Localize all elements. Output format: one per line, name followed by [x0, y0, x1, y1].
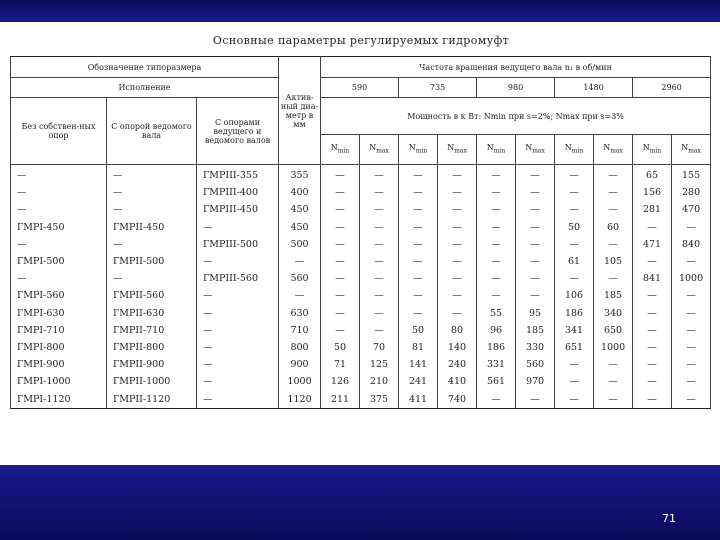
table-body [11, 165, 711, 409]
table-cell: — [672, 322, 711, 339]
table-row [11, 322, 711, 339]
table-cell: — [11, 165, 107, 185]
table-cell: 60 [594, 219, 633, 236]
table-cell: 375 [360, 390, 399, 408]
table-row [11, 356, 711, 373]
header-nmax: $N_{max}$ [360, 135, 399, 165]
table-cell: 185 [594, 287, 633, 304]
table-cell: — [555, 373, 594, 390]
table-cell: — [516, 287, 555, 304]
table-cell: — [516, 165, 555, 185]
table-cell: — [197, 287, 279, 304]
table-cell: — [321, 201, 360, 218]
table-cell: — [477, 165, 516, 185]
slide-bottom-band [0, 465, 720, 540]
table-cell: ГМРI-1120 [11, 390, 107, 408]
table-row [11, 165, 711, 185]
table-cell: — [477, 201, 516, 218]
table-cell: — [477, 390, 516, 408]
header-nmin: $N_{min}$ [555, 135, 594, 165]
table-cell: — [516, 253, 555, 270]
table-cell: — [516, 236, 555, 253]
table-cell: — [107, 165, 197, 185]
table-cell: 841 [633, 270, 672, 287]
table-cell: — [555, 236, 594, 253]
table-cell: 500 [279, 236, 321, 253]
table-cell: 450 [279, 201, 321, 218]
table-cell: 1000 [594, 339, 633, 356]
table-cell: 411 [399, 390, 438, 408]
header-speed-735: 735 [399, 78, 477, 98]
table-cell: 281 [633, 201, 672, 218]
table-row [11, 373, 711, 390]
table-cell: — [11, 236, 107, 253]
header-speed-980: 980 [477, 78, 555, 98]
table-cell: — [321, 287, 360, 304]
table-cell: — [555, 390, 594, 408]
table-cell: — [360, 165, 399, 185]
table-cell: ГМРI-1000 [11, 373, 107, 390]
table-cell: — [672, 373, 711, 390]
table-title: Основные параметры регулируемых гидромуфт [212, 34, 510, 47]
table-cell: — [197, 356, 279, 373]
table-cell: 156 [633, 184, 672, 201]
table-cell: 186 [477, 339, 516, 356]
table-cell: — [555, 270, 594, 287]
table-cell: ГМРII-450 [107, 219, 197, 236]
table-cell: — [321, 165, 360, 185]
table-cell: — [477, 253, 516, 270]
table-cell: 280 [672, 184, 711, 201]
table-cell: 80 [438, 322, 477, 339]
table-cell: 470 [672, 201, 711, 218]
table-cell: — [279, 253, 321, 270]
table-cell: — [594, 184, 633, 201]
table-row [11, 253, 711, 270]
header-speed-1480: 1480 [555, 78, 633, 98]
table-cell: 81 [399, 339, 438, 356]
table-cell: 410 [438, 373, 477, 390]
header-both-supports: С опорами ведущего и ведомого валов [197, 98, 279, 165]
table-cell: — [555, 356, 594, 373]
table-row [11, 236, 711, 253]
table-cell: 900 [279, 356, 321, 373]
table-cell: 651 [555, 339, 594, 356]
table-row [11, 270, 711, 287]
table-cell: 1000 [672, 270, 711, 287]
table-cell: — [594, 390, 633, 408]
table-cell: — [438, 236, 477, 253]
table-cell: 241 [399, 373, 438, 390]
table-cell: ГМРII-630 [107, 305, 197, 322]
table-cell: — [633, 339, 672, 356]
table-cell: — [399, 219, 438, 236]
table-cell: 800 [279, 339, 321, 356]
table-cell: 450 [279, 219, 321, 236]
table-cell: — [594, 165, 633, 185]
table-cell: — [594, 201, 633, 218]
table-cell: — [399, 201, 438, 218]
table-cell: — [399, 236, 438, 253]
table-cell: — [477, 287, 516, 304]
table-cell: — [360, 305, 399, 322]
table-row [11, 390, 711, 408]
table-cell: 186 [555, 305, 594, 322]
table-cell: — [477, 236, 516, 253]
header-designation: Обозначение типоразмера [11, 57, 279, 78]
table-cell: — [672, 356, 711, 373]
table-cell: — [321, 219, 360, 236]
table-cell: — [594, 373, 633, 390]
table-cell: — [360, 184, 399, 201]
table-cell: 340 [594, 305, 633, 322]
table-cell: 50 [399, 322, 438, 339]
table-cell: ГМРII-710 [107, 322, 197, 339]
table-cell: — [672, 253, 711, 270]
table-cell: — [594, 356, 633, 373]
table-cell: — [197, 219, 279, 236]
table-cell: — [516, 219, 555, 236]
header-driven-support: С опорой ведомого вала [107, 98, 197, 165]
table-cell: ГМРIII-450 [197, 201, 279, 218]
table-cell: — [11, 201, 107, 218]
table-row [11, 339, 711, 356]
table-cell: 331 [477, 356, 516, 373]
table-cell: 71 [321, 356, 360, 373]
table-cell: 970 [516, 373, 555, 390]
table-cell: — [321, 322, 360, 339]
table-cell: 400 [279, 184, 321, 201]
table-cell: ГМРI-500 [11, 253, 107, 270]
table-cell: — [321, 253, 360, 270]
table-cell: 840 [672, 236, 711, 253]
table-cell: ГМРI-450 [11, 219, 107, 236]
table-cell: — [438, 184, 477, 201]
table-cell: 1120 [279, 390, 321, 408]
table-cell: ГМРII-900 [107, 356, 197, 373]
table-cell: — [438, 201, 477, 218]
table-cell: — [633, 305, 672, 322]
parameters-table [10, 56, 711, 409]
table-cell: — [321, 184, 360, 201]
table-cell: 330 [516, 339, 555, 356]
table-cell: — [633, 287, 672, 304]
table-cell: 341 [555, 322, 594, 339]
table-cell: ГМРIII-500 [197, 236, 279, 253]
table-cell: — [107, 270, 197, 287]
header-speed-2960: 2960 [633, 78, 711, 98]
table-cell: — [516, 184, 555, 201]
table-cell: ГМРII-1000 [107, 373, 197, 390]
table-cell: — [360, 287, 399, 304]
table-cell: — [672, 287, 711, 304]
table-cell: 240 [438, 356, 477, 373]
table-cell: — [477, 184, 516, 201]
table-cell: — [197, 305, 279, 322]
header-diameter: Актив-ный диа-метр в мм [279, 57, 321, 165]
table-cell: — [11, 184, 107, 201]
table-cell: 155 [672, 165, 711, 185]
header-nmax: $N_{max}$ [438, 135, 477, 165]
table-row [11, 184, 711, 201]
header-nmin: $N_{min}$ [477, 135, 516, 165]
table-cell: — [672, 390, 711, 408]
table-cell: — [672, 305, 711, 322]
table-cell: ГМРII-560 [107, 287, 197, 304]
table-cell: 471 [633, 236, 672, 253]
table-cell: ГМРI-710 [11, 322, 107, 339]
table-cell: — [321, 236, 360, 253]
table-cell: ГМРII-800 [107, 339, 197, 356]
table-cell: 141 [399, 356, 438, 373]
table-cell: 106 [555, 287, 594, 304]
table-cell: — [321, 270, 360, 287]
header-nmax: $N_{max}$ [516, 135, 555, 165]
table-cell: — [279, 287, 321, 304]
table-cell: — [360, 236, 399, 253]
table-cell: 65 [633, 165, 672, 185]
table-cell: — [516, 390, 555, 408]
header-power: Мощность в к Вт: Nmin при s=2%; Nmax при s=3% [321, 98, 711, 135]
table-cell: — [672, 219, 711, 236]
table-cell: ГМРII-500 [107, 253, 197, 270]
table-cell: 650 [594, 322, 633, 339]
table-cell: — [555, 165, 594, 185]
table-cell: ГМРIII-560 [197, 270, 279, 287]
header-nmax: $N_{max}$ [672, 135, 711, 165]
table-cell: — [197, 253, 279, 270]
table-cell: — [360, 201, 399, 218]
table-cell: — [197, 339, 279, 356]
header-own-supports: Без собствен-ных опор [11, 98, 107, 165]
table-cell: — [360, 219, 399, 236]
table-cell: ГМРI-630 [11, 305, 107, 322]
table-cell: ГМРII-1120 [107, 390, 197, 408]
table-cell: ГМРI-900 [11, 356, 107, 373]
table-cell: — [477, 270, 516, 287]
table-cell: — [438, 305, 477, 322]
table-cell: ГМРIII-400 [197, 184, 279, 201]
header-speed: Частота вращения ведущего вала n₁ в об/мин [321, 57, 711, 78]
table-cell: — [633, 322, 672, 339]
table-cell: — [477, 219, 516, 236]
header-nmax: $N_{max}$ [594, 135, 633, 165]
table-cell: — [360, 322, 399, 339]
table-cell: 740 [438, 390, 477, 408]
table-cell: — [516, 201, 555, 218]
table-cell: — [438, 287, 477, 304]
table-row [11, 201, 711, 218]
table-cell: 55 [477, 305, 516, 322]
table-row [11, 305, 711, 322]
table-cell: — [107, 184, 197, 201]
table-cell: — [197, 390, 279, 408]
table-cell: — [633, 390, 672, 408]
slide-top-band [0, 0, 720, 22]
table-cell: — [555, 201, 594, 218]
table-cell: 185 [516, 322, 555, 339]
table-cell: 126 [321, 373, 360, 390]
page-number: 71 [662, 512, 676, 525]
table-cell: ГМРI-560 [11, 287, 107, 304]
table-cell: — [672, 339, 711, 356]
table-cell: — [438, 219, 477, 236]
table-cell: 211 [321, 390, 360, 408]
header-speed-590: 590 [321, 78, 399, 98]
table-cell: — [633, 253, 672, 270]
header-nmin: $N_{min}$ [399, 135, 438, 165]
table-cell: — [399, 253, 438, 270]
table-cell: — [399, 305, 438, 322]
table-cell: — [360, 253, 399, 270]
table-cell: — [399, 184, 438, 201]
table-cell: — [107, 236, 197, 253]
table-cell: — [594, 236, 633, 253]
table-cell: — [399, 287, 438, 304]
header-nmin: $N_{min}$ [633, 135, 672, 165]
table-cell: 210 [360, 373, 399, 390]
table-cell: 1000 [279, 373, 321, 390]
document-sheet [8, 30, 714, 462]
table-cell: — [438, 253, 477, 270]
table-cell: 560 [516, 356, 555, 373]
table-cell: 61 [555, 253, 594, 270]
table-cell: 125 [360, 356, 399, 373]
table-cell: — [633, 373, 672, 390]
table-cell: 561 [477, 373, 516, 390]
table-row [11, 219, 711, 236]
table-cell: — [11, 270, 107, 287]
table-cell: — [438, 270, 477, 287]
table-cell: ГМРI-800 [11, 339, 107, 356]
table-cell: — [438, 165, 477, 185]
table-cell: — [107, 201, 197, 218]
table-cell: — [633, 219, 672, 236]
table-cell: — [197, 373, 279, 390]
header-execution: Исполнение [11, 78, 279, 98]
table-cell: — [516, 270, 555, 287]
header-nmin: $N_{min}$ [321, 135, 360, 165]
table-cell: 95 [516, 305, 555, 322]
table-cell: — [633, 356, 672, 373]
table-row [11, 287, 711, 304]
table-cell: 96 [477, 322, 516, 339]
table-cell: 50 [321, 339, 360, 356]
table-cell: 355 [279, 165, 321, 185]
table-cell: 140 [438, 339, 477, 356]
table-cell: — [321, 305, 360, 322]
table-cell: — [399, 270, 438, 287]
table-cell: — [360, 270, 399, 287]
table-cell: 50 [555, 219, 594, 236]
table-cell: 70 [360, 339, 399, 356]
table-cell: — [399, 165, 438, 185]
table-cell: 710 [279, 322, 321, 339]
table-cell: 560 [279, 270, 321, 287]
table-cell: 105 [594, 253, 633, 270]
table-cell: — [594, 270, 633, 287]
table-cell: ГМРIII-355 [197, 165, 279, 185]
table-cell: — [555, 184, 594, 201]
table-cell: — [197, 322, 279, 339]
table-cell: 630 [279, 305, 321, 322]
